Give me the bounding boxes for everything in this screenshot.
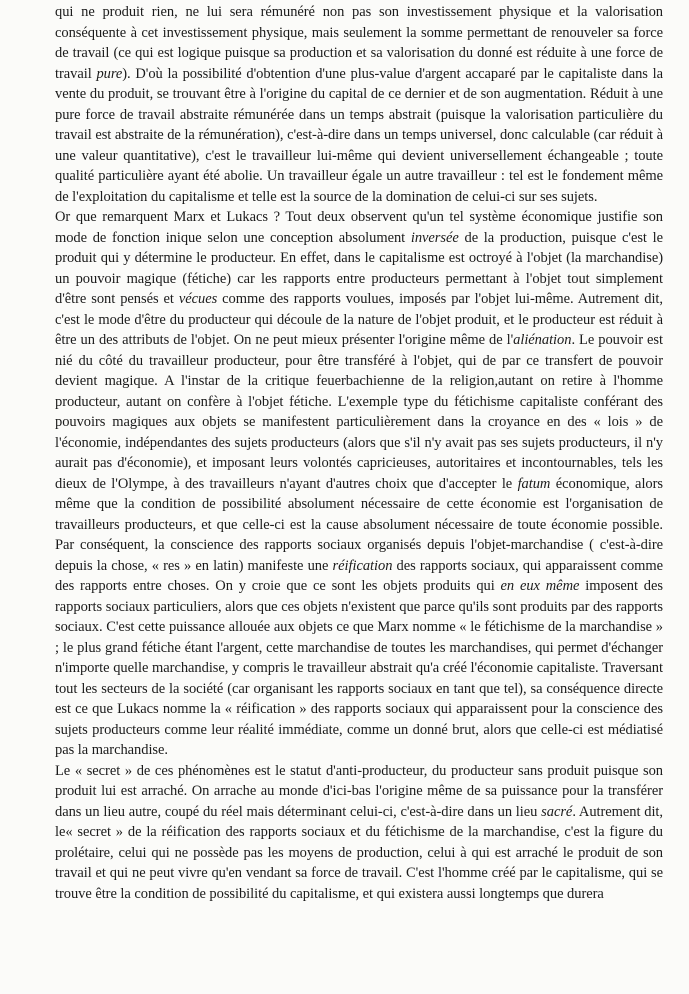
italic-text-segment: réification: [332, 557, 393, 574]
text-segment: ). D'où la possibilité d'obtention d'une plus-value d'argent accaparé par le capitaliste dans la vente du produit, se trouvant être à l'origine du capital de ce dernier et de son augmentation. Réduit à une pure force de travail abstraite rémunérée dans un temps abstrait (puisque la valorisation particulière du travail est abstraite de la rémunération), c'est-à-dire dans un temps universel, donc calculable (car réduit à une valeur quantitative), c'est le travailleur lui-même qui devient universellement échangeable ; toute qualité particulière ayant été abolie. Un travailleur égale un autre travailleur : tel est le fondement même de l'exploitation du capitalisme et telle est la source de la domination de celui-ci sur ses sujets.: [55, 65, 663, 205]
italic-text-segment: inversée: [410, 229, 459, 246]
paragraph-1: [55, 2, 663, 207]
text-segment: Or que remarquent Marx et Lukacs ? Tout deux observent qu'un tel système économique justifie son mode de fonction inique selon une conception absolument: [55, 209, 663, 246]
paragraph-3: [55, 761, 663, 905]
text-segment: comme des rapports voulues, imposés par l'objet lui-même. Autrement dit, c'est le mode d'être du producteur qui découle de la nature de l'objet produit, et le producteur est réduit à être un des attributs de l'objet. On ne peut mieux présenter l'origine même de l': [55, 291, 663, 348]
italic-text-segment: pure: [96, 65, 123, 82]
text-segment: . Le pouvoir est nié du côté du travailleur producteur, pour être transféré à l'objet, qui de par ce transfert de pouvoir devient magique. A l'instar de la critique feuerbachienne de la religion,autant on retire à l'homme producteur, autant on confère à l'objet fétiche. L'exemple type du fétichisme capitaliste conférant des pouvoirs magiques aux objets se manifestent particulièrement dans la croyance en des « lois » de l'économie, indépendantes des sujets producteurs (alors que s'il n'y avait pas ses sujets producteurs, il n'y aurait pas d'économie), et imposant leurs volontés capricieuses, autoritaires et incontournables, tels les dieux de l'Olympe, à des travailleurs n'ayant d'autres choix que d'accepter le: [55, 332, 663, 492]
text-segment: de la production, puisque c'est le produit qui y détermine le producteur. En effet, dans le capitalisme est octroyé à l'objet (la marchandise) un pouvoir magique (fétiche) car les rapports entre producteurs permettant à l'objet tout simplement d'être sont pensés et: [55, 229, 663, 307]
text-segment: Le « secret » de ces phénomènes est le statut d'anti-producteur, du producteur sans produit puisque son produit lui est arraché. On arrache au monde d'ici-bas l'origine même de sa puissance pour la transférer dans un lieu autre, coupé du réel mais déterminant celui-ci, c'est-à-dire dans un lieu: [55, 762, 663, 820]
italic-text-segment: aliénation: [513, 332, 572, 348]
italic-text-segment: en eux même: [500, 578, 580, 594]
italic-text-segment: vécues: [178, 291, 218, 307]
text-segment: imposent des rapports sociaux particuliers, alors que ces objets n'existent que parce qu'ils sont produits par des rapports sociaux. C'est cette puissance allouée aux objets ce que Marx nomme « le fétichisme de la marchandise » ; le plus grand fétiche étant l'argent, cette marchandise de toutes les marchandises, qui permet d'échanger n'importe quelle marchandise, y compris le travailleur abstrait qu'a créé l'économie capitaliste. Traversant tout les secteurs de la société (car organisant les rapports sociaux en tant que tel), sa conséquence directe est ce que Lukacs nomme la « réification » des rapports sociaux qui apparaissent pour la conscience des sujets producteurs comme leur réalité immédiate, comme un donné brut, alors que celle-ci est médiatisé pas la marchandise.: [55, 578, 663, 758]
italic-text-segment: sacré: [541, 803, 573, 820]
text-segment: économique, alors même que la condition de possibilité absolument nécessaire de cette économie est l'organisation de travailleurs producteurs, et que celle-ci est la cause absolument nécessaire de toute économie possible. Par conséquent, la conscience des rapports sociaux organisés depuis l'objet-marchandise ( c'est-à-dire depuis la chose, « res » en latin) manifeste une: [55, 475, 663, 574]
text-segment: . Autrement dit, le« secret » de la réification des rapports sociaux et du fétichisme de la marchandise, c'est la figure du prolétaire, celui qui ne possède pas les moyens de production, celui à qui est arraché le produit de son travail et qui ne peut vivre qu'en vendant sa force de travail. C'est l'homme créé par le capitalisme, qui se trouve être la condition de possibilité du capitalisme, et qui existera aussi longtemps que durera: [55, 803, 663, 902]
italic-text-segment: fatum: [517, 475, 551, 492]
paragraph-2: [55, 207, 663, 761]
text-segment: des rapports sociaux, qui apparaissent comme des rapports entre choses. On y croie que ce sont les objets produits qui: [55, 557, 663, 594]
text-segment: qui ne produit rien, ne lui sera rémunéré non pas son investissement physique et la valorisation conséquente à cet investissement physique, mais seulement la somme permettant de renouveler sa force de travail (ce qui est logique puisque sa production et sa valorisation du donné est réduite à une force de travail: [55, 4, 663, 82]
